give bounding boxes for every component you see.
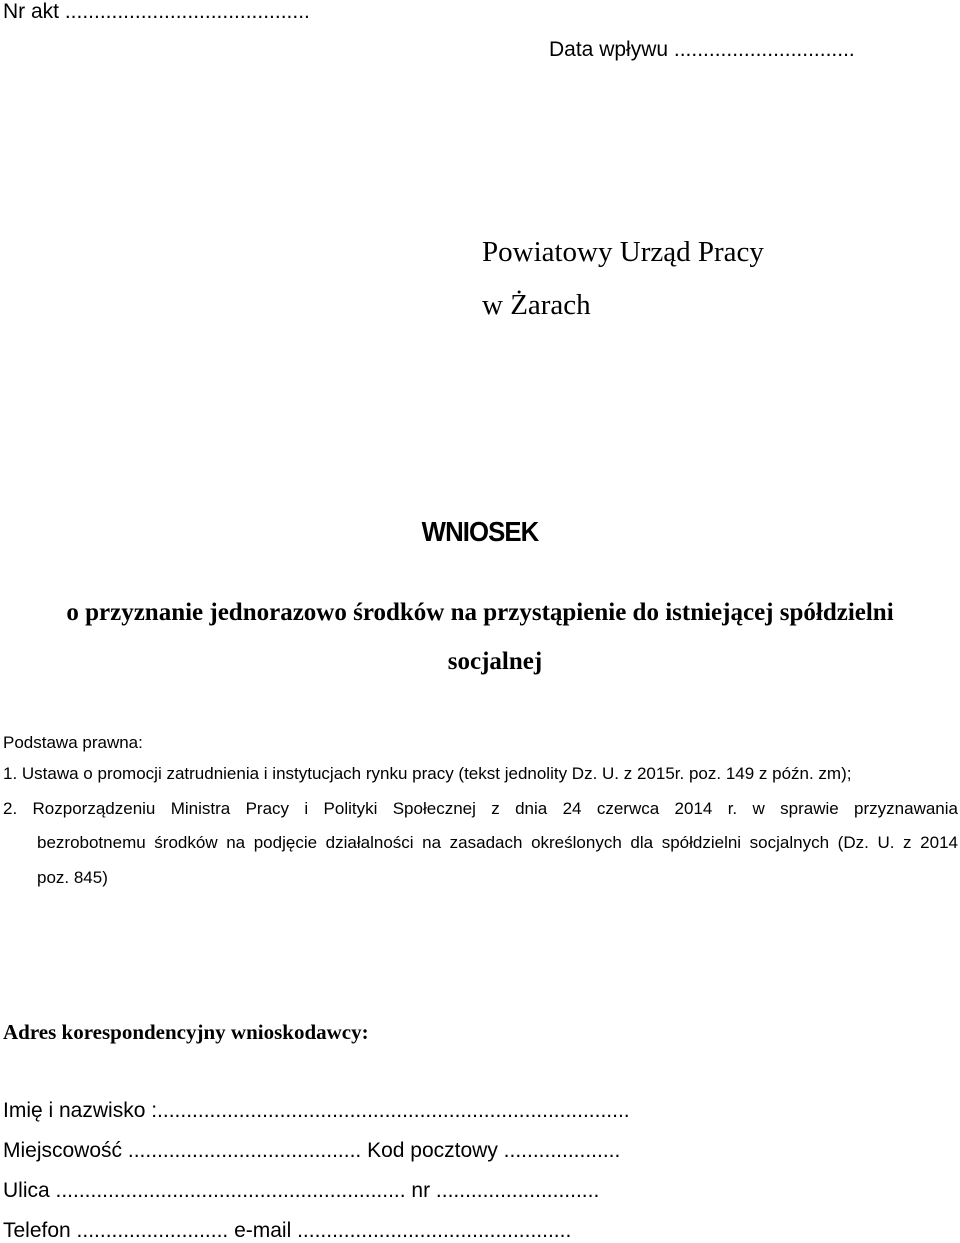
document-subtitle-line2: socjalnej xyxy=(447,648,543,675)
office-name: Powiatowy Urząd Pracy xyxy=(482,236,764,268)
nr-akt-field: Nr akt .......................................... xyxy=(3,0,310,23)
legal-basis-label: Podstawa prawna: xyxy=(3,733,143,752)
office-location: w Żarach xyxy=(482,289,591,321)
street-number-field: Ulica ............................................................ nr ............................ xyxy=(3,1179,600,1202)
legal-basis-item-1: 1. Ustawa o promocji zatrudnienia i instytucjach rynku pracy (tekst jednolity Dz. U. z 2015r. poz. 149 z późn. zm); xyxy=(3,764,852,783)
phone-email-field: Telefon .......................... e-mail ............................................... xyxy=(3,1219,572,1242)
legal-basis-item-2-line1: 2. Rozporządzeniu Ministra Pracy i Polityki Społecznej z dnia 24 czerwca 2014 r. w sprawie przyznawania xyxy=(3,799,958,818)
document-title: WNIOSEK xyxy=(421,516,539,547)
document-subtitle-line1: o przyznanie jednorazowo środków na przystąpienie do istniejącej spółdzielni xyxy=(66,599,894,626)
address-heading: Adres korespondencyjny wnioskodawcy: xyxy=(3,1020,369,1044)
name-field: Imię i nazwisko :................................................................................. xyxy=(3,1099,630,1122)
legal-basis-item-2-line3: poz. 845) xyxy=(37,868,108,887)
data-wplywu-field: Data wpływu ............................... xyxy=(549,38,855,61)
legal-basis-item-2-line2: bezrobotnemu środków na podjęcie działalności na zasadach określonych dla spółdzielni socjalnych (Dz. U. z 2014 xyxy=(37,833,958,852)
city-postcode-field: Miejscowość ........................................ Kod pocztowy .................... xyxy=(3,1139,621,1162)
